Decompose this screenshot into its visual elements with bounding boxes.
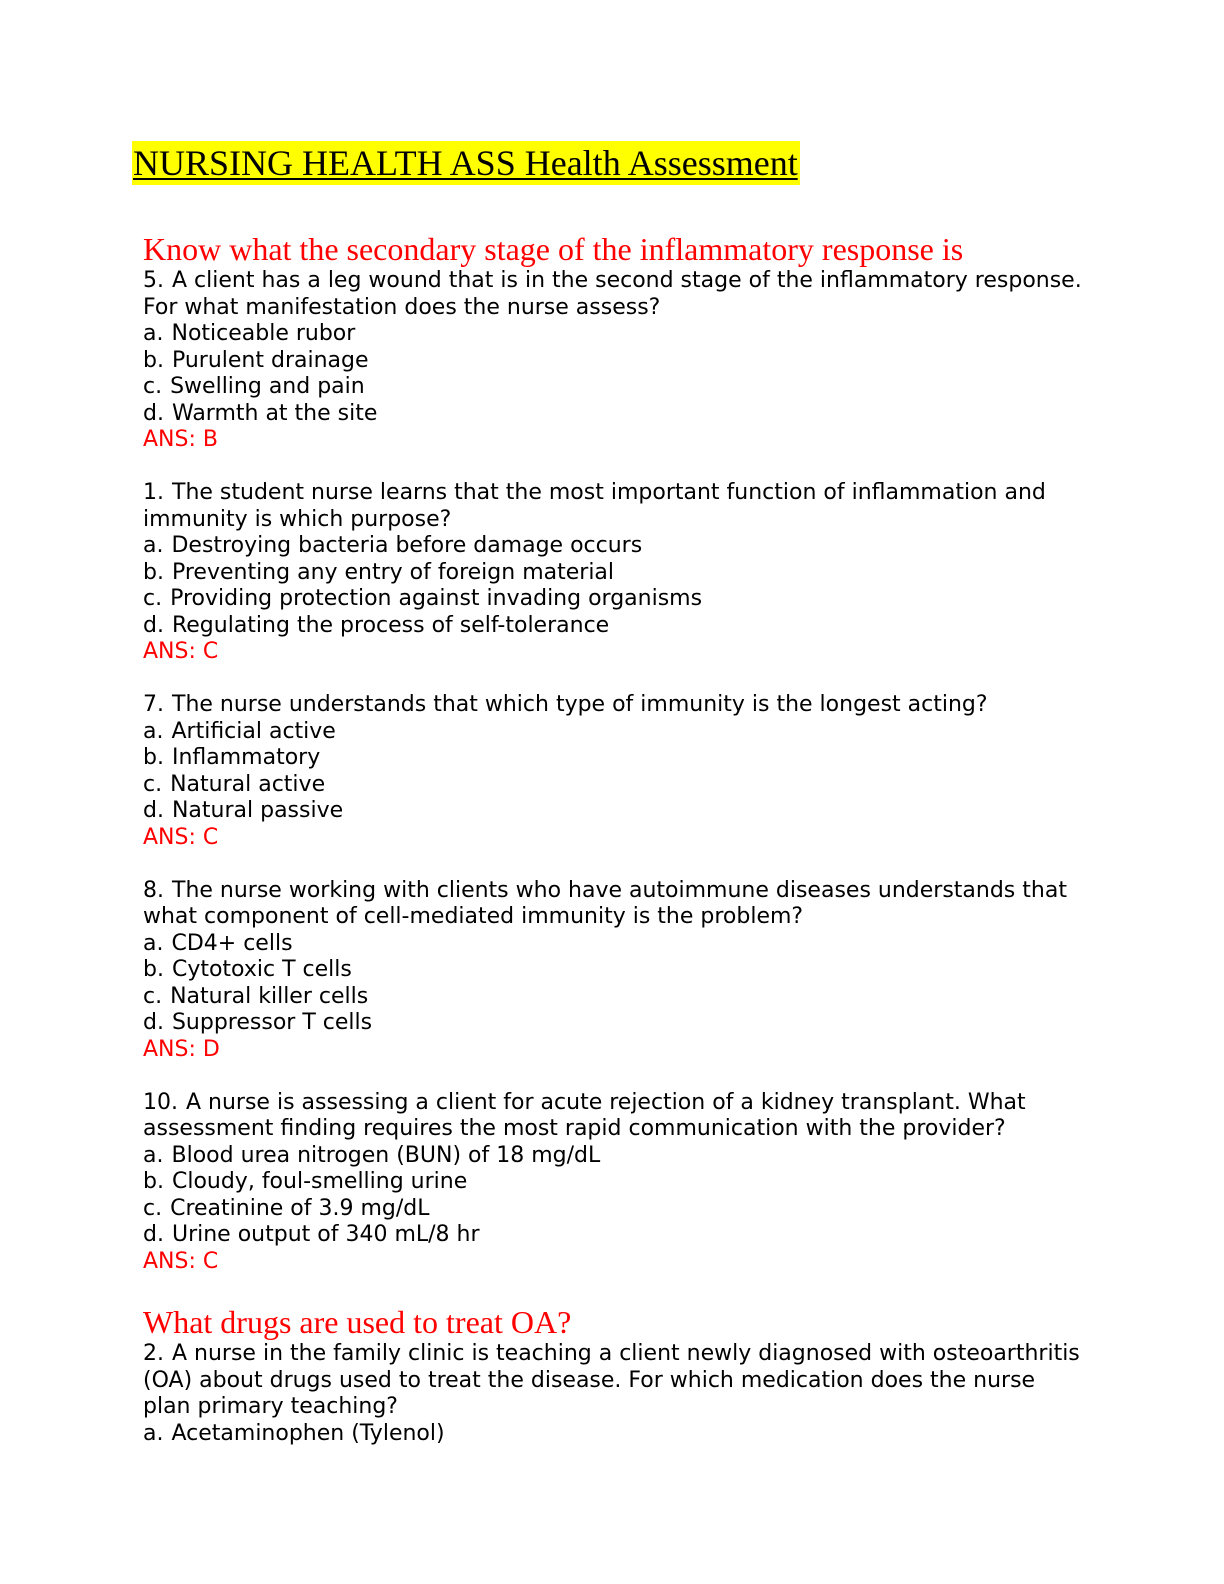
question-stem (143, 692, 1083, 719)
option-text: Natural passive (171, 798, 344, 823)
option-letter: c. (143, 771, 163, 797)
answer-option (143, 719, 1083, 746)
question-text: A client has a leg wound that is in the second stage of the inflammatory response. For what manifestation does the nurse assess? (143, 268, 1082, 320)
option-letter: d. (143, 400, 164, 426)
question-stem (143, 480, 1083, 533)
answer-option (143, 560, 1083, 587)
option-text: Blood urea nitrogen (BUN) of 18 mg/dL (171, 1142, 601, 1168)
option-text: Acetaminophen (Tylenol) (171, 1420, 445, 1446)
option-letter: a. (143, 321, 164, 346)
question-number: 10. (143, 1089, 178, 1115)
answer-option (143, 533, 1083, 560)
answer-option (143, 931, 1083, 958)
question-stem (143, 1341, 1083, 1421)
question-5 (143, 268, 1083, 454)
answer-option (143, 1421, 1083, 1448)
question-number: 2. (143, 1341, 164, 1366)
question-stem (143, 268, 1083, 321)
option-letter: a. (143, 1142, 164, 1168)
answer-key: ANS: B (143, 427, 218, 452)
question-text: The student nurse learns that the most important function of inflammation and immunity is which purpose? (143, 480, 1046, 532)
option-text: Preventing any entry of foreign material (171, 559, 615, 585)
option-text: Regulating the process of self-tolerance (171, 612, 610, 638)
section-inflammatory-response (143, 230, 1083, 1275)
document-body (143, 230, 1083, 1447)
answer-option (143, 984, 1083, 1011)
question-stem (143, 878, 1083, 931)
question-number: 7. (143, 692, 164, 717)
option-text: Noticeable rubor (171, 321, 356, 346)
option-text: Urine output of 340 mL/8 hr (171, 1222, 480, 1247)
answer-option (143, 1169, 1083, 1196)
option-text: Creatinine of 3.9 mg/dL (170, 1195, 430, 1221)
option-letter: d. (143, 798, 164, 823)
answer-option (143, 321, 1083, 348)
answer-key: ANS: C (143, 1248, 219, 1274)
option-text: Suppressor T cells (171, 1010, 373, 1035)
option-letter: c. (143, 983, 163, 1009)
answer-option (143, 957, 1083, 984)
question-text: The nurse working with clients who have autoimmune diseases understands that what component of cell-mediated immunity is the problem? (143, 877, 1067, 929)
answer-key: ANS: C (143, 639, 219, 664)
question-7 (143, 692, 1083, 851)
option-text: CD4+ cells (171, 930, 293, 956)
option-text: Purulent drainage (171, 347, 369, 373)
option-text: Natural active (170, 771, 326, 797)
question-stem (143, 1090, 1083, 1143)
answer-option (143, 586, 1083, 613)
option-text: Providing protection against invading organisms (170, 586, 703, 611)
option-text: Swelling and pain (170, 374, 365, 399)
option-letter: a. (143, 1420, 164, 1446)
option-letter: d. (143, 1222, 164, 1247)
document-title: NURSING HEALTH ASS Health Assessment (133, 143, 798, 183)
option-letter: b. (143, 347, 164, 373)
option-text: Inflammatory (171, 745, 321, 770)
question-10 (143, 1090, 1083, 1276)
question-1 (143, 480, 1083, 666)
answer-option (143, 745, 1083, 772)
answer-option (143, 772, 1083, 799)
option-letter: b. (143, 1169, 164, 1194)
answer-option (143, 1222, 1083, 1249)
section-heading: What drugs are used to treat OA? (143, 1304, 572, 1340)
option-text: Warmth at the site (171, 400, 378, 426)
option-text: Cloudy, foul-smelling urine (171, 1169, 468, 1194)
section-heading: Know what the secondary stage of the inflammatory response is (143, 231, 964, 267)
option-letter: d. (143, 612, 164, 638)
question-text: A nurse is assessing a client for acute rejection of a kidney transplant. What assessment finding requires the most rapid communication with the provider? (143, 1089, 1026, 1141)
option-letter: b. (143, 745, 164, 770)
answer-option (143, 613, 1083, 640)
answer-option (143, 401, 1083, 428)
answer-key: ANS: D (143, 1036, 220, 1062)
option-text: Artificial active (171, 718, 336, 744)
answer-option (143, 1143, 1083, 1170)
option-text: Destroying bacteria before damage occurs (171, 533, 643, 558)
question-number: 5. (143, 268, 164, 293)
option-letter: c. (143, 374, 163, 399)
option-letter: a. (143, 930, 164, 956)
question-number: 1. (143, 480, 164, 505)
answer-option (143, 374, 1083, 401)
option-letter: d. (143, 1010, 164, 1035)
section-oa-drugs (143, 1303, 1083, 1447)
question-number: 8. (143, 877, 164, 903)
option-letter: a. (143, 533, 164, 558)
question-text: A nurse in the family clinic is teaching a client newly diagnosed with osteoarthritis (OA) about drugs used to treat the disease. For which medication does the nurse plan primary teaching? (143, 1341, 1080, 1419)
answer-key: ANS: C (143, 824, 219, 850)
option-letter: c. (143, 1195, 163, 1221)
question-text: The nurse understands that which type of immunity is the longest acting? (172, 692, 988, 717)
option-text: Cytotoxic T cells (171, 957, 352, 982)
answer-option (143, 1196, 1083, 1223)
option-letter: b. (143, 957, 164, 982)
option-letter: b. (143, 559, 164, 585)
answer-option (143, 348, 1083, 375)
question-2 (143, 1341, 1083, 1447)
answer-option (143, 1010, 1083, 1037)
answer-option (143, 798, 1083, 825)
option-letter: a. (143, 718, 164, 744)
question-8 (143, 878, 1083, 1064)
option-text: Natural killer cells (170, 983, 369, 1009)
option-letter: c. (143, 586, 163, 611)
